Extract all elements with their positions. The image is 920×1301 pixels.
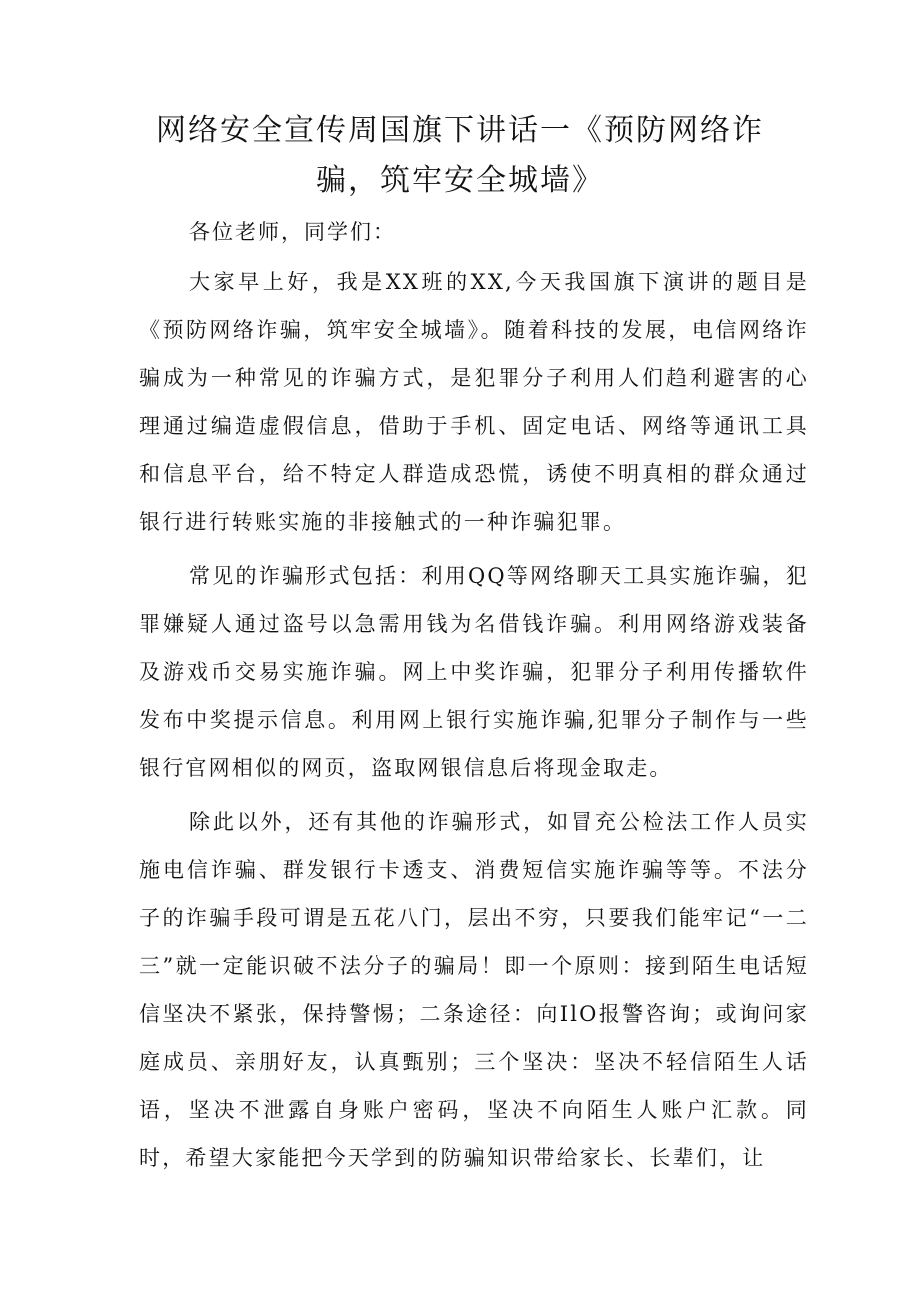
paragraph-common-scams: 常见的诈骗形式包括：利用QQ等网络聊天工具实施诈骗，犯罪嫌疑人通过盗号以急需用钱为名借钱诈骗。利用网络游戏装备及游戏币交易实施诈骗。网上中奖诈骗，犯罪分子利用传播软件发布中奖提示信息。利用网上银行实施诈骗,犯罪分子制作与一些银行官网相似的网页，盗取网银信息后将现金取走。 bbox=[139, 564, 809, 780]
paragraph-intro: 大家早上好，我是XX班的XX,今天我国旗下演讲的题目是《预防网络诈骗，筑牢安全城墙》。随着科技的发展，电信网络诈骗成为一种常见的诈骗方式，是犯罪分子利用人们趋利避害的心理通过编造虚假信息，借助于手机、固定电话、网络等通讯工具和信息平台，给不特定人群造成恐慌，诱使不明真相的群众通过银行进行转账实施的非接触式的一种诈骗犯罪。 bbox=[139, 270, 809, 534]
title-line-2: 骗，筑牢安全城墙》 bbox=[316, 163, 604, 198]
document-body bbox=[139, 258, 809, 1182]
document-title bbox=[120, 106, 800, 206]
salutation: 各位老师，同学们： bbox=[189, 220, 396, 244]
title-line-1: 网络安全宣传周国旗下讲话一《预防网络诈 bbox=[156, 113, 764, 148]
paragraph-prevention: 除此以外，还有其他的诈骗形式，如冒充公检法工作人员实施电信诈骗、群发银行卡透支、消费短信实施诈骗等等。不法分子的诈骗手段可谓是五花八门，层出不穷，只要我们能牢记“一二三”就一定能识破不法分子的骗局！即一个原则：接到陌生电话短信坚决不紧张，保持警惕；二条途径：向IlO报警咨询；或询问家庭成员、亲朋好友，认真甄别；三个坚决：坚决不轻信陌生人话语，坚决不泄露自身账户密码，坚决不向陌生人账户汇款。同时，希望大家能把今天学到的防骗知识带给家长、长辈们，让 bbox=[139, 810, 809, 1170]
